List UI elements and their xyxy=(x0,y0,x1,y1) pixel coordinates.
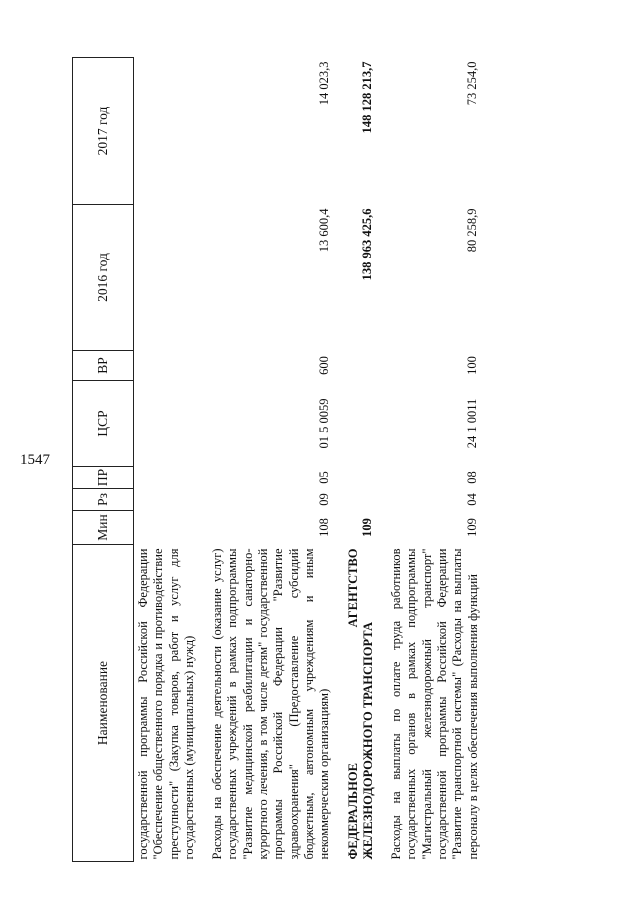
row-min: 109 xyxy=(360,518,375,537)
row-rz xyxy=(336,489,380,511)
row-2017: 148 128 213,7 xyxy=(360,61,375,134)
row-vr: 100 xyxy=(464,356,479,375)
row-vr xyxy=(134,351,201,381)
row-vr: 600 xyxy=(316,356,331,375)
header-2016: 2016 год xyxy=(73,205,134,351)
row-name: Расходы на обеспечение деятельности (оказание услуг) государственных учреждений в рамках подпрограммы "Развитие медицинской реабилитации и санаторно-курортного лечения, в том числе детям" государственной программы Российской Федерации "Развитие здравоохранения" (Предоставление субсидий бюджетным, автономным учреждениям и иным некоммерческим организациям) xyxy=(210,548,332,860)
row-name: ФЕДЕРАЛЬНОЕ АГЕНТСТВО ЖЕЛЕЗНОДОРОЖНОГО ТРАНСПОРТА xyxy=(345,548,375,860)
header-csr: ЦСР xyxy=(73,381,134,467)
row-pr xyxy=(336,467,380,489)
row-name: Расходы на выплаты по оплате труда работников государственных органов в рамках подпрограммы "Магистральный железнодорожный транспорт" государственной программы Российской Федерации "Развитие транспортной системы" (Расходы на выплаты персоналу в целях обеспечения выполнения функций xyxy=(389,548,480,860)
header-vr: ВР xyxy=(73,351,134,381)
row-rz xyxy=(134,489,201,511)
row-pr: 08 xyxy=(464,471,479,484)
row-rz: 09 xyxy=(316,493,331,506)
header-pr: ПР xyxy=(73,467,134,489)
row-2017: 14 023,3 xyxy=(316,61,331,106)
row-csr xyxy=(134,381,201,467)
row-min: 109 xyxy=(464,518,479,537)
row-2016 xyxy=(134,205,201,351)
row-min xyxy=(134,511,201,545)
row-name: государственной программы Российской Федерации "Обеспечение общественного порядка и противодействие преступности" (Закупка товаров, работ и услуг для государственных (муниципальных) нужд) xyxy=(136,548,196,860)
header-row xyxy=(73,58,134,862)
row-2017 xyxy=(134,58,201,205)
row-min: 108 xyxy=(316,518,331,537)
row-2016: 80 258,9 xyxy=(464,208,479,253)
row-pr xyxy=(134,467,201,489)
row-2017: 73 254,0 xyxy=(464,61,479,106)
header-2017: 2017 год xyxy=(73,58,134,205)
table-row xyxy=(200,58,335,862)
header-min: Мин xyxy=(73,511,134,545)
row-csr xyxy=(336,381,380,467)
header-name: Наименование xyxy=(73,545,134,862)
row-pr: 05 xyxy=(316,471,331,484)
table-row xyxy=(379,58,484,862)
table-row xyxy=(134,58,201,862)
table-row xyxy=(336,58,380,862)
row-vr xyxy=(336,351,380,381)
header-rz: Рз xyxy=(73,489,134,511)
row-csr: 24 1 0011 xyxy=(464,398,479,449)
budget-table xyxy=(72,57,484,862)
rotated-page-content xyxy=(72,58,612,862)
page-number: 1547 xyxy=(20,452,50,468)
row-csr: 01 5 0059 xyxy=(316,398,331,449)
row-2016: 13 600,4 xyxy=(316,208,331,253)
row-2016: 138 963 425,6 xyxy=(360,208,375,281)
row-rz: 04 xyxy=(464,493,479,506)
